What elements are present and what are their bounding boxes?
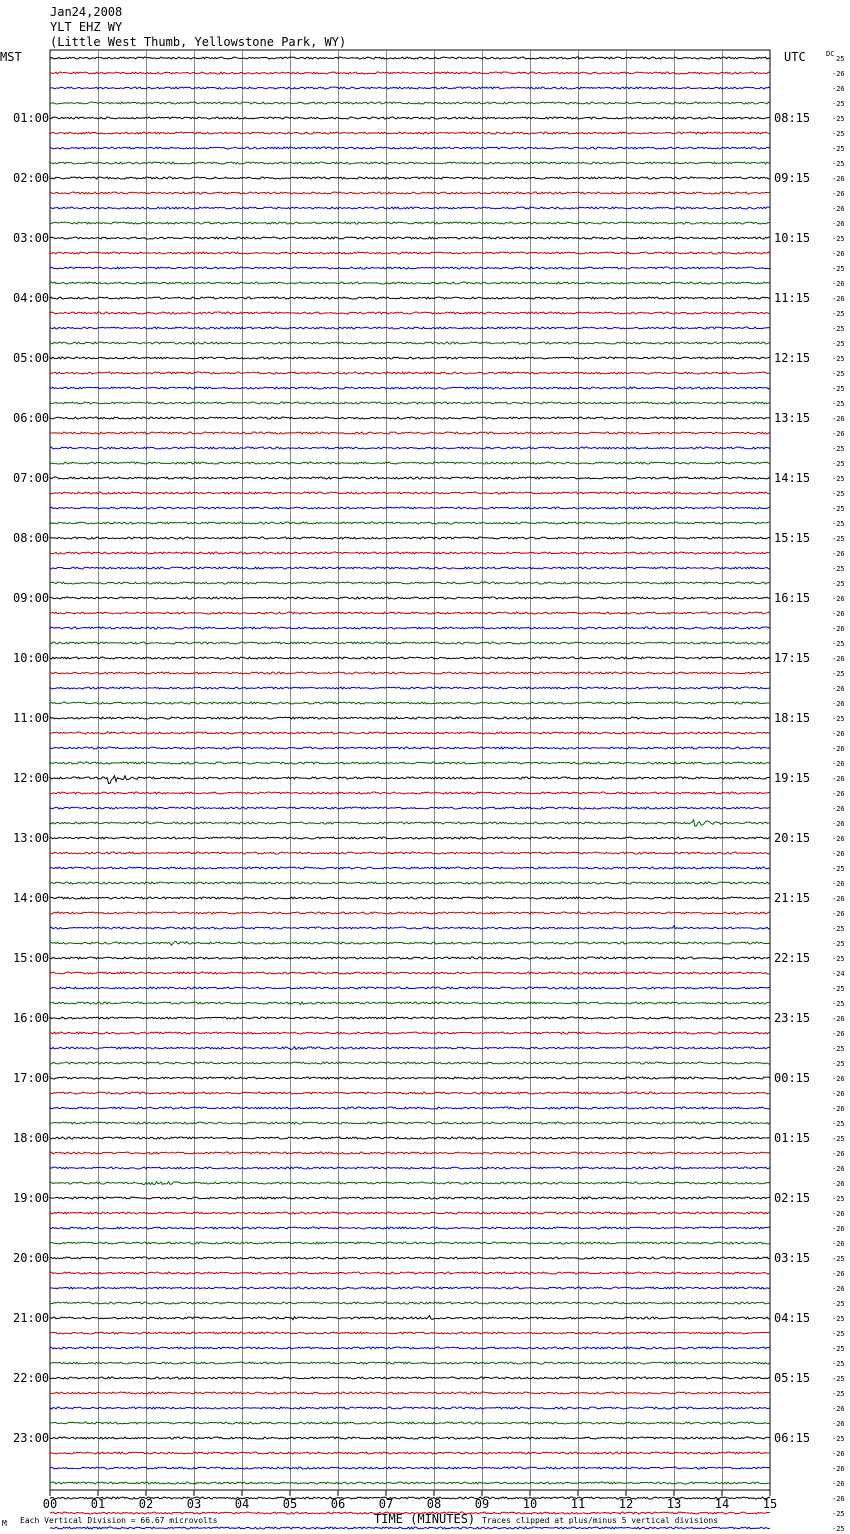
dc-offset-value: -26 <box>832 745 845 753</box>
dc-offset-value: -25 <box>832 130 845 138</box>
dc-offset-value: -26 <box>832 1015 845 1023</box>
dc-offset-value: 25 <box>836 55 845 63</box>
dc-offset-value: -26 <box>832 1225 845 1233</box>
utc-hour-label: 23:15 <box>774 1011 811 1025</box>
trace-line <box>50 897 770 899</box>
trace-line <box>50 222 770 224</box>
dc-offset-value: -26 <box>832 415 845 423</box>
mst-hour-label: 19:00 <box>13 1191 50 1205</box>
trace-line <box>50 1047 770 1050</box>
x-tick-label: 05 <box>282 1497 298 1511</box>
mst-hour-label: 08:00 <box>13 531 50 545</box>
trace-line <box>50 402 770 404</box>
trace-line <box>50 282 770 284</box>
mst-hour-label: 09:00 <box>13 591 50 605</box>
mst-hour-label: 07:00 <box>13 471 50 485</box>
mst-hour-label: 14:00 <box>13 891 50 905</box>
utc-hour-label: 16:15 <box>774 591 811 605</box>
dc-offset-value: -26 <box>832 1285 845 1293</box>
utc-hour-label: 01:15 <box>774 1131 811 1145</box>
dc-offset-value: -25 <box>832 520 845 528</box>
trace-line <box>50 327 770 329</box>
trace-line <box>50 762 770 764</box>
dc-offset-value: -26 <box>832 85 845 93</box>
mst-hour-label: 18:00 <box>13 1131 50 1145</box>
dc-offset-value: -26 <box>832 760 845 768</box>
mst-hour-label: 05:00 <box>13 351 50 365</box>
dc-offset-value: -26 <box>832 775 845 783</box>
trace-line <box>50 1002 770 1004</box>
utc-hour-label: 13:15 <box>774 411 811 425</box>
mst-hour-label: 20:00 <box>13 1251 50 1265</box>
x-tick-label: 10 <box>522 1497 538 1511</box>
utc-hour-label: 15:15 <box>774 531 811 545</box>
trace-line <box>50 1182 770 1185</box>
x-tick-label: 01 <box>90 1497 106 1511</box>
trace-line <box>50 1422 770 1424</box>
mst-hour-label: 21:00 <box>13 1311 50 1325</box>
dc-offset-value: -26 <box>832 550 845 558</box>
mst-hour-label: 15:00 <box>13 951 50 965</box>
dc-offset-value: -26 <box>832 205 845 213</box>
trace-line <box>50 1137 770 1139</box>
trace-line <box>50 102 770 104</box>
dc-offset-value: -26 <box>832 1405 845 1413</box>
trace-line <box>50 642 770 644</box>
mst-hour-label: 22:00 <box>13 1371 50 1385</box>
trace-line <box>50 717 770 719</box>
trace-line <box>50 1316 770 1320</box>
seismic-traces <box>50 57 770 1534</box>
trace-line <box>50 1302 770 1304</box>
trace-line <box>50 1482 770 1484</box>
dc-offset-value: -26 <box>832 175 845 183</box>
dc-offset-value: -25 <box>832 385 845 393</box>
dc-offset-value: -25 <box>832 1300 845 1308</box>
utc-hour-label: 10:15 <box>774 231 811 245</box>
record-date: Jan24,2008 <box>50 5 123 19</box>
trace-line <box>50 807 770 809</box>
x-tick-label: 11 <box>570 1497 586 1511</box>
trace-line <box>50 1062 770 1064</box>
trace-line <box>50 1032 770 1034</box>
x-tick-label: 12 <box>618 1497 634 1511</box>
trace-line <box>50 1272 770 1274</box>
trace-line <box>50 117 770 119</box>
utc-hour-label: 20:15 <box>774 831 811 845</box>
dc-offset-value: -26 <box>832 805 845 813</box>
trace-line <box>50 1377 770 1379</box>
dc-offset-value: -26 <box>832 295 845 303</box>
dc-offset-value: -25 <box>832 925 845 933</box>
trace-line <box>50 941 770 945</box>
trace-line <box>50 57 770 59</box>
trace-line <box>50 1392 770 1394</box>
trace-line <box>50 926 770 929</box>
dc-offset-column <box>832 55 845 1534</box>
trace-line <box>50 87 770 89</box>
trace-line <box>50 912 770 914</box>
trace-line <box>50 522 770 524</box>
trace-line <box>50 1092 770 1094</box>
dc-offset-value: -25 <box>832 1345 845 1353</box>
utc-hour-label: 12:15 <box>774 351 811 365</box>
utc-hour-label: 22:15 <box>774 951 811 965</box>
trace-line <box>50 1332 770 1334</box>
trace-line <box>50 507 770 509</box>
trace-line <box>50 207 770 209</box>
trace-line <box>50 972 770 974</box>
trace-line <box>50 1107 770 1109</box>
x-tick-label: 03 <box>186 1497 202 1511</box>
utc-hour-label: 21:15 <box>774 891 811 905</box>
x-tick-label: 00 <box>42 1497 58 1511</box>
trace-line <box>50 882 770 884</box>
dc-offset-value: -25 <box>832 160 845 168</box>
station-location: (Little West Thumb, Yellowstone Park, WY) <box>50 35 347 49</box>
trace-line <box>50 537 770 539</box>
x-tick-label: 06 <box>330 1497 346 1511</box>
trace-line <box>50 657 770 659</box>
x-tick-label: 08 <box>426 1497 442 1511</box>
trace-line <box>50 417 770 419</box>
x-tick-label: 15 <box>762 1497 778 1511</box>
mst-hour-label: 23:00 <box>13 1431 50 1445</box>
dc-offset-value: -25 <box>832 145 845 153</box>
trace-line <box>50 612 770 614</box>
mst-hour-label: 06:00 <box>13 411 50 425</box>
dc-offset-value: -26 <box>832 1075 845 1083</box>
trace-line <box>50 252 770 254</box>
dc-offset-value: -25 <box>832 1000 845 1008</box>
trace-line <box>50 462 770 464</box>
utc-hour-label: 06:15 <box>774 1431 811 1445</box>
utc-hour-labels <box>774 111 810 1445</box>
dc-offset-value: -25 <box>832 580 845 588</box>
trace-line <box>50 147 770 149</box>
trace-line <box>50 552 770 554</box>
trace-line <box>50 372 770 374</box>
station-code: YLT EHZ WY <box>50 20 123 34</box>
mst-hour-label: 01:00 <box>13 111 50 125</box>
trace-line <box>50 477 770 479</box>
corner-mark: M <box>2 1519 7 1528</box>
trace-line <box>50 192 770 194</box>
trace-line <box>50 957 770 959</box>
trace-line <box>50 297 770 299</box>
trace-line <box>50 72 770 74</box>
dc-offset-value: -26 <box>832 1420 845 1428</box>
dc-offset-value: -26 <box>832 610 845 618</box>
left-timezone-label: MST <box>0 50 22 64</box>
dc-offset-value: -26 <box>832 1240 845 1248</box>
dc-offset-value: -26 <box>832 1465 845 1473</box>
trace-line <box>50 1257 770 1259</box>
trace-line <box>50 627 770 629</box>
utc-hour-label: 08:15 <box>774 111 811 125</box>
dc-offset-value: -25 <box>832 310 845 318</box>
dc-offset-value: -26 <box>832 1180 845 1188</box>
mst-hour-label: 17:00 <box>13 1071 50 1085</box>
dc-offset-value: -25 <box>832 1045 845 1053</box>
dc-offset-value: -25 <box>832 445 845 453</box>
minute-gridlines <box>50 50 770 1490</box>
dc-offset-value: -25 <box>832 460 845 468</box>
trace-line <box>50 1152 770 1154</box>
clip-note: Traces clipped at plus/minus 5 vertical divisions <box>482 1516 719 1525</box>
dc-offset-value: -26 <box>832 1480 845 1488</box>
dc-offset-value: -26 <box>832 220 845 228</box>
trace-line <box>50 1197 770 1199</box>
dc-offset-value: -24 <box>832 970 845 978</box>
trace-line <box>50 312 770 314</box>
utc-hour-label: 19:15 <box>774 771 811 785</box>
x-axis <box>43 1490 777 1511</box>
trace-line <box>50 267 770 269</box>
trace-line <box>50 1227 770 1229</box>
dc-offset-value: -26 <box>832 595 845 603</box>
trace-line <box>50 747 770 749</box>
dc-offset-value: -25 <box>832 1435 845 1443</box>
trace-line <box>50 732 770 734</box>
dc-offset-value: -25 <box>832 715 845 723</box>
dc-offset-value: -26 <box>832 1030 845 1038</box>
mst-hour-label: 02:00 <box>13 171 50 185</box>
x-tick-label: 14 <box>714 1497 730 1511</box>
trace-line <box>50 837 770 839</box>
dc-offset-value: -25 <box>832 355 845 363</box>
utc-hour-label: 02:15 <box>774 1191 811 1205</box>
dc-offset-value: -25 <box>832 1255 845 1263</box>
dc-offset-value: -26 <box>832 790 845 798</box>
utc-hour-label: 09:15 <box>774 171 811 185</box>
trace-line <box>50 447 770 449</box>
dc-offset-value: -25 <box>832 265 845 273</box>
dc-offset-value: -25 <box>832 955 845 963</box>
trace-line <box>50 1527 770 1529</box>
trace-line <box>50 867 770 869</box>
trace-line <box>50 177 770 179</box>
trace-line <box>50 1287 770 1289</box>
dc-offset-value: -26 <box>832 685 845 693</box>
trace-line <box>50 1077 770 1079</box>
mst-hour-label: 03:00 <box>13 231 50 245</box>
dc-offset-value: -25 <box>832 370 845 378</box>
utc-hour-label: 11:15 <box>774 291 811 305</box>
dc-offset-value: -26 <box>832 190 845 198</box>
utc-hour-label: 00:15 <box>774 1071 811 1085</box>
trace-line <box>50 672 770 674</box>
trace-line <box>50 1017 770 1019</box>
plot-frame <box>50 50 770 1490</box>
trace-line <box>50 132 770 134</box>
x-tick-label: 13 <box>666 1497 682 1511</box>
mst-hour-label: 12:00 <box>13 771 50 785</box>
utc-hour-label: 14:15 <box>774 471 811 485</box>
dc-offset-value: -25 <box>832 1330 845 1338</box>
utc-hour-label: 04:15 <box>774 1311 811 1325</box>
dc-offset-value: -25 <box>832 670 845 678</box>
dc-offset-value: -25 <box>832 400 845 408</box>
dc-offset-value: -26 <box>832 70 845 78</box>
trace-line <box>50 702 770 704</box>
dc-offset-value: -25 <box>832 1195 845 1203</box>
vertical-division-note: Each Vertical Division = 66.67 microvolts <box>20 1516 218 1525</box>
dc-offset-value: -25 <box>832 640 845 648</box>
dc-offset-value: -26 <box>832 700 845 708</box>
trace-line <box>50 432 770 434</box>
trace-line <box>50 582 770 584</box>
mst-hour-label: 13:00 <box>13 831 50 845</box>
trace-line <box>50 1452 770 1454</box>
dc-offset-value: -25 <box>832 115 845 123</box>
trace-line <box>50 567 770 569</box>
trace-line <box>50 387 770 389</box>
trace-line <box>50 1407 770 1409</box>
x-tick-label: 04 <box>234 1497 250 1511</box>
trace-line <box>50 987 770 989</box>
dc-offset-value: -26 <box>832 1090 845 1098</box>
right-timezone-label: UTC <box>784 50 806 64</box>
mst-hour-label: 10:00 <box>13 651 50 665</box>
trace-line <box>50 1347 770 1349</box>
dc-offset-value: -26 <box>832 1165 845 1173</box>
trace-line <box>50 237 770 239</box>
x-tick-label: 07 <box>378 1497 394 1511</box>
mst-hour-label: 11:00 <box>13 711 50 725</box>
trace-line <box>50 1437 770 1439</box>
trace-line <box>50 1467 770 1469</box>
dc-offset-value: -25 <box>832 505 845 513</box>
dc-offset-value: -26 <box>832 820 845 828</box>
dc-offset-value: -25 <box>832 1375 845 1383</box>
dc-offset-value: -26 <box>832 1450 845 1458</box>
trace-line <box>50 492 770 494</box>
trace-line <box>50 820 770 826</box>
dc-offset-value: -26 <box>832 1105 845 1113</box>
dc-offset-value: -26 <box>832 880 845 888</box>
trace-line <box>50 162 770 164</box>
dc-offset-value: -26 <box>832 910 845 918</box>
dc-offset-value: -25 <box>832 1315 845 1323</box>
dc-offset-value: -25 <box>832 1525 845 1533</box>
dc-offset-value: -25 <box>832 340 845 348</box>
dc-offset-value: -25 <box>832 985 845 993</box>
dc-offset-value: -25 <box>832 1510 845 1518</box>
dc-offset-value: -26 <box>832 730 845 738</box>
dc-offset-value: -25 <box>832 1360 845 1368</box>
dc-offset-value: -26 <box>832 625 845 633</box>
utc-hour-label: 05:15 <box>774 1371 811 1385</box>
x-tick-label: 02 <box>138 1497 154 1511</box>
trace-line <box>50 792 770 794</box>
mst-hour-label: 04:00 <box>13 291 50 305</box>
dc-offset-value: -26 <box>832 1150 845 1158</box>
utc-hour-label: 03:15 <box>774 1251 811 1265</box>
dc-offset-value: -25 <box>832 565 845 573</box>
dc-offset-value: -25 <box>832 1060 845 1068</box>
dc-offset-value: -25 <box>832 535 845 543</box>
mst-hour-labels <box>13 111 49 1445</box>
dc-offset-value: -26 <box>832 1495 845 1503</box>
x-axis-label: TIME (MINUTES) <box>374 1512 476 1526</box>
dc-offset-value: -25 <box>832 1135 845 1143</box>
dc-offset-value: -26 <box>832 850 845 858</box>
trace-line <box>50 1167 770 1169</box>
trace-line <box>50 1362 770 1364</box>
dc-offset-value: -25 <box>832 235 845 243</box>
dc-offset-value: -25 <box>832 325 845 333</box>
x-tick-label: 09 <box>474 1497 490 1511</box>
trace-line <box>50 1242 770 1244</box>
dc-label: DC <box>826 50 835 58</box>
dc-offset-value: -26 <box>832 895 845 903</box>
mst-hour-label: 16:00 <box>13 1011 50 1025</box>
utc-hour-label: 17:15 <box>774 651 811 665</box>
trace-line <box>50 852 770 854</box>
dc-offset-value: -25 <box>832 100 845 108</box>
dc-offset-value: -26 <box>832 655 845 663</box>
dc-offset-value: -25 <box>832 1120 845 1128</box>
dc-offset-value: -26 <box>832 250 845 258</box>
trace-line <box>50 597 770 599</box>
utc-hour-label: 18:15 <box>774 711 811 725</box>
dc-offset-value: -26 <box>832 1270 845 1278</box>
dc-offset-value: -26 <box>832 280 845 288</box>
dc-offset-value: -26 <box>832 430 845 438</box>
dc-offset-value: -25 <box>832 490 845 498</box>
dc-offset-value: -25 <box>832 865 845 873</box>
trace-line <box>50 357 770 359</box>
trace-line <box>50 776 770 784</box>
dc-offset-value: -26 <box>832 1210 845 1218</box>
trace-line <box>50 1497 770 1499</box>
trace-line <box>50 342 770 344</box>
dc-offset-value: -25 <box>832 1390 845 1398</box>
dc-offset-value: -25 <box>832 475 845 483</box>
dc-offset-value: -25 <box>832 940 845 948</box>
trace-line <box>50 1122 770 1124</box>
dc-offset-value: -26 <box>832 835 845 843</box>
trace-line <box>50 687 770 689</box>
trace-line <box>50 1212 770 1214</box>
